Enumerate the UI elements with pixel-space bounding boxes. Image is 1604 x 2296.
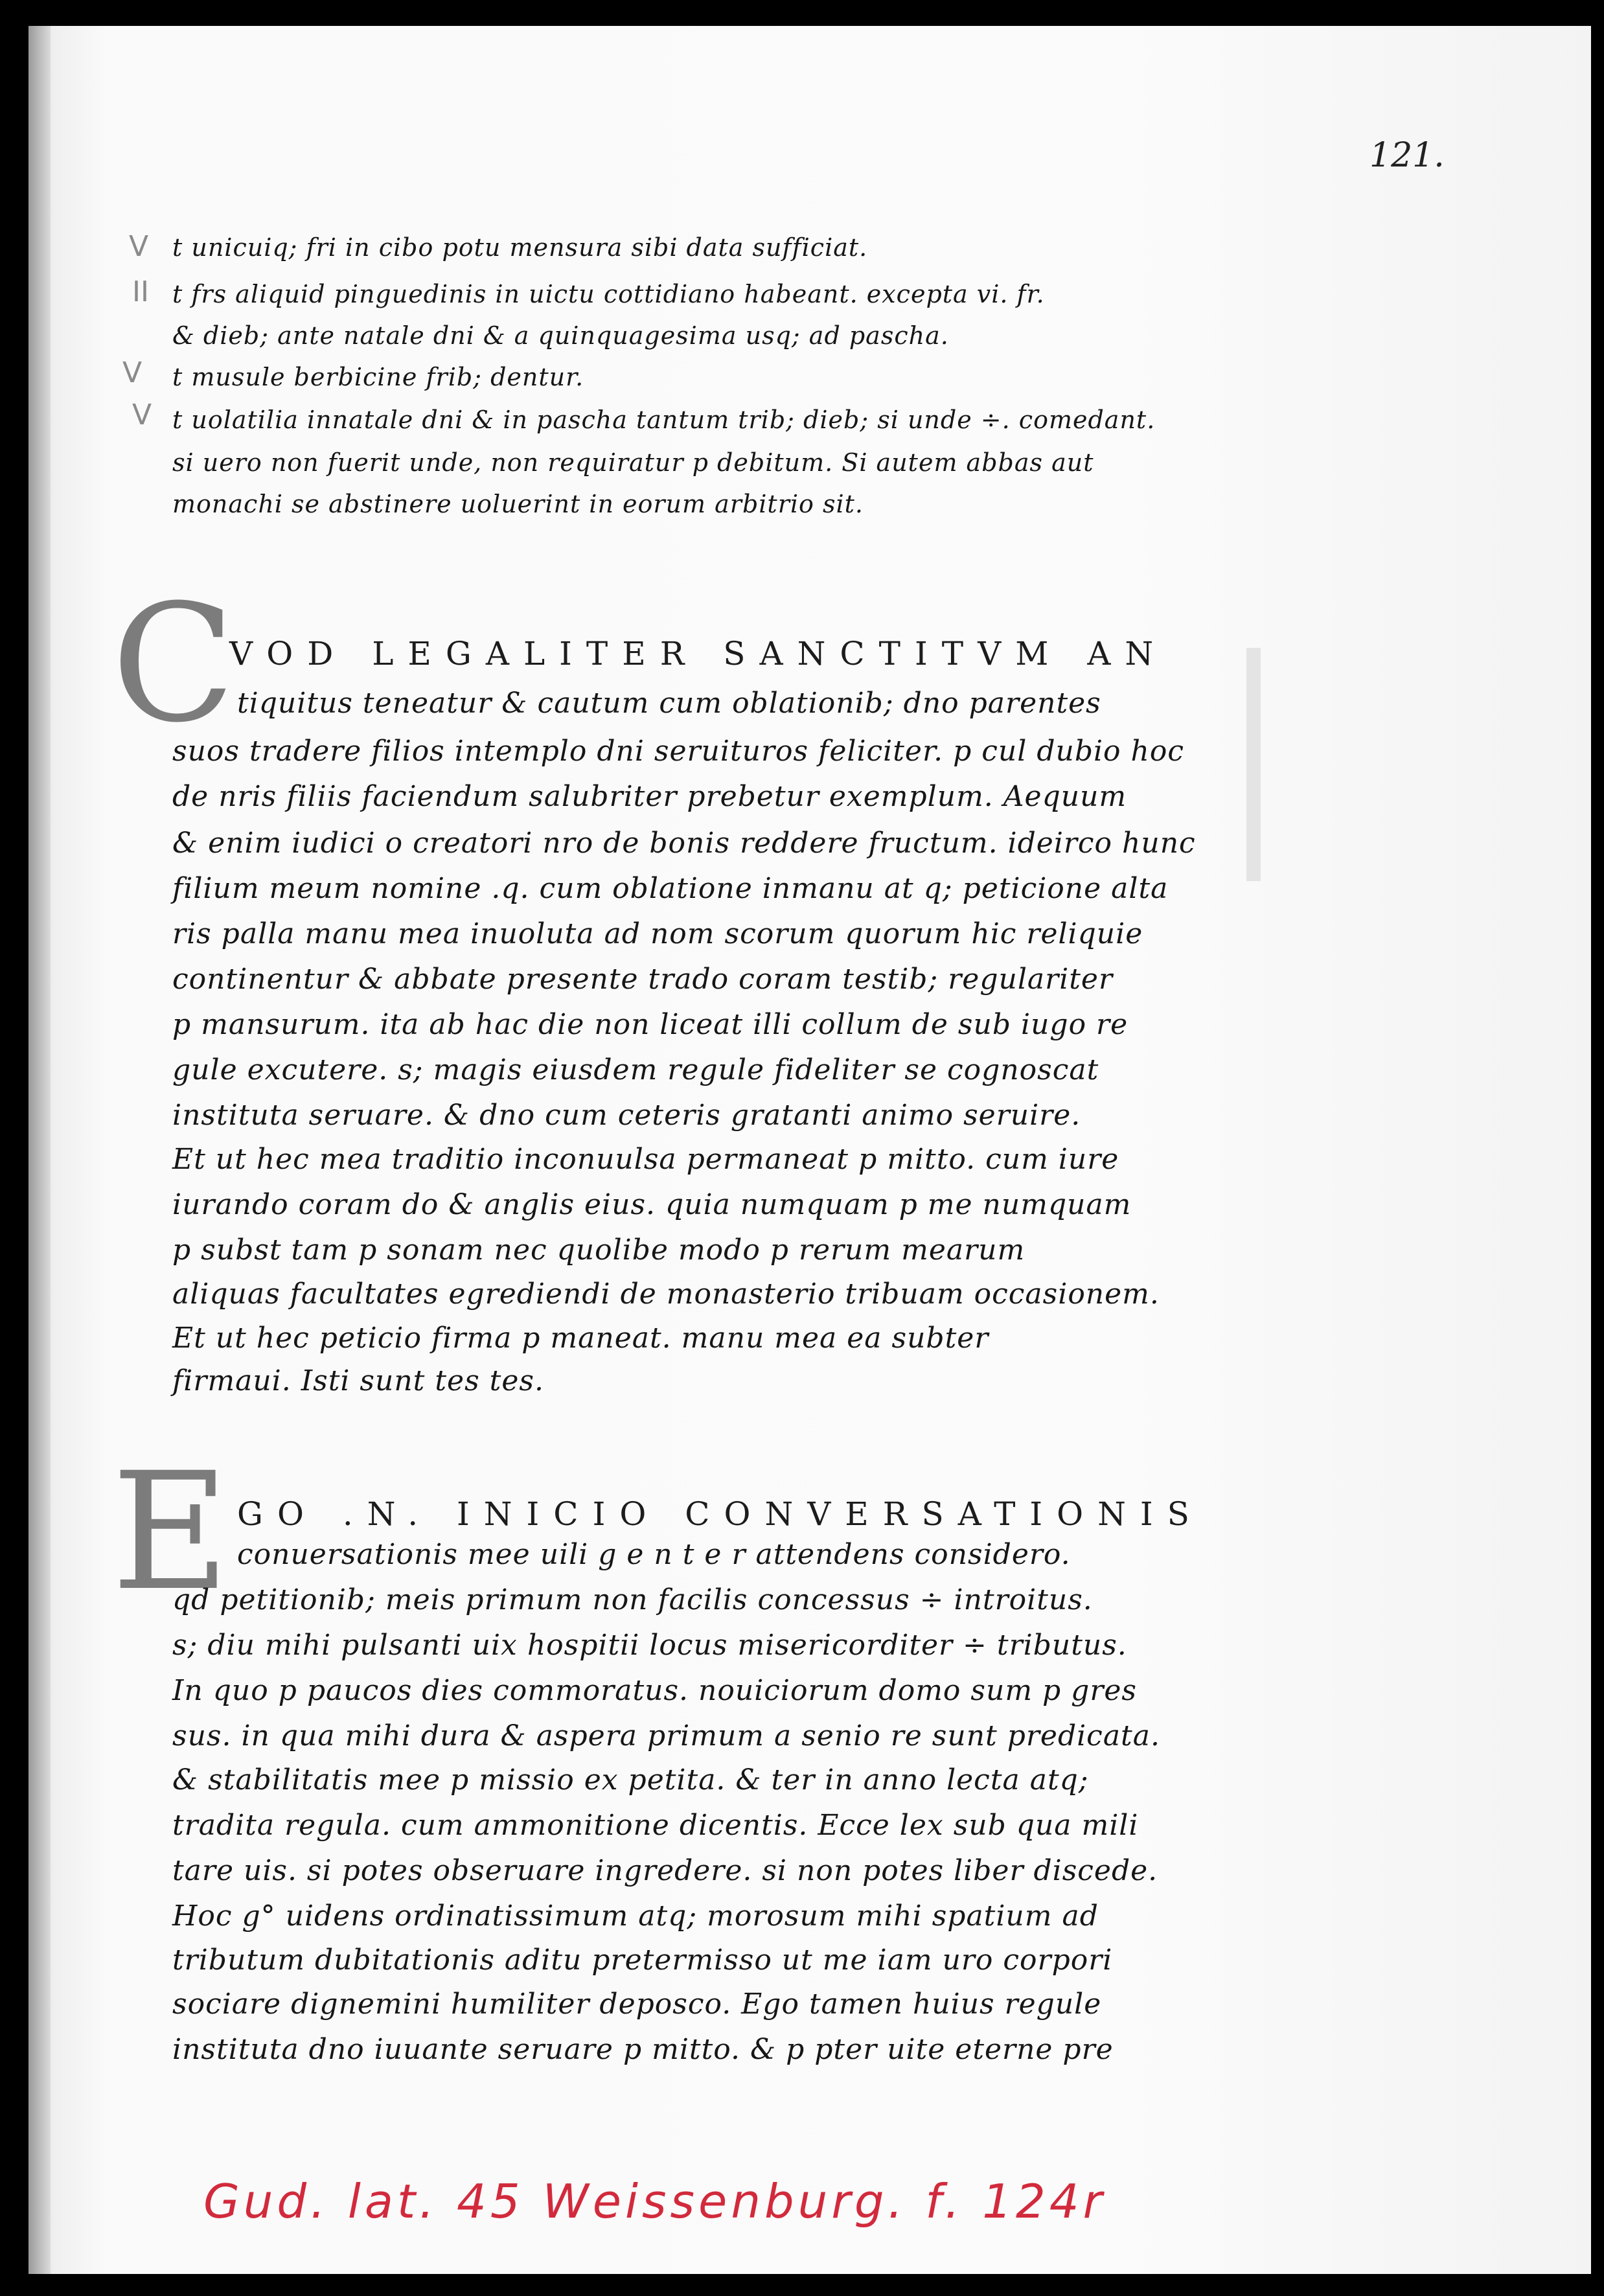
margin-marker: V	[122, 356, 143, 389]
binding-shadow	[29, 26, 51, 2274]
text-line: ris palla manu mea inuoluta ad nom scorum quorum hic reliquie	[172, 917, 1143, 950]
text-line: Hoc g° uidens ordinatissimum atq; morosum mihi spatium ad	[172, 1900, 1099, 1933]
text-line: & dieb; ante natale dni & a quinquagesima usq; ad pascha.	[172, 321, 949, 350]
text-line: monachi se abstinere uoluerint in eorum arbitrio sit.	[172, 490, 864, 518]
margin-marker: II	[132, 275, 149, 308]
text-line: de nris filiis faciendum salubriter prebetur exemplum. Aequum	[172, 780, 1127, 813]
show-through-mark	[1246, 648, 1261, 881]
decorated-initial: E	[111, 1438, 230, 1626]
decorated-initial: C	[111, 569, 236, 758]
text-line: tributum dubitationis aditu pretermisso ut me iam uro corpori	[172, 1944, 1113, 1977]
text-line: t musule berbicine frib; dentur.	[172, 363, 584, 391]
text-line: t unicuiq; fri in cibo potu mensura sibi data sufficiat.	[172, 233, 868, 262]
text-line: Et ut hec mea traditio inconuulsa permaneat p mitto. cum iure	[172, 1143, 1119, 1176]
text-line: si uero non fuerit unde, non requiratur p debitum. Si autem abbas aut	[172, 448, 1094, 477]
text-line: instituta dno iuuante seruare p mitto. & p pter uite eterne pre	[172, 2033, 1114, 2066]
text-line: & stabilitatis mee p missio ex petita. & ter in anno lecta atq;	[172, 1763, 1089, 1797]
text-line: tiquitus teneatur & cautum cum oblationib; dno parentes	[237, 687, 1101, 720]
text-line: p subst tam p sonam nec quolibe modo p rerum mearum	[172, 1234, 1025, 1267]
text-line: p mansurum. ita ab hac die non liceat illi collum de sub iugo re	[172, 1008, 1129, 1041]
text-line: sociare dignemini humiliter deposco. Ego tamen huius regule	[172, 1988, 1102, 2021]
photo-frame	[12, 12, 1592, 2284]
library-shelfmark-annotation: Gud. lat. 45 Weissenburg. f. 124r	[203, 2174, 1106, 2229]
text-line: conuersationis mee uili g e n t e r attendens considero.	[237, 1538, 1071, 1571]
section-heading: VOD LEGALITER SANCTITVM AN	[229, 635, 1168, 672]
folio-number: 121.	[1369, 136, 1445, 175]
text-line: qd petitionib; meis primum non facilis concessus ÷ introitus.	[172, 1583, 1093, 1616]
text-line: continentur & abbate presente trado coram testib; regulariter	[172, 963, 1114, 996]
manuscript-page	[29, 26, 1591, 2274]
text-line: tare uis. si potes obseruare ingredere. si non potes liber discede.	[172, 1854, 1158, 1887]
text-line: iurando coram do & anglis eius. quia numquam p me numquam	[172, 1188, 1132, 1221]
text-line: gule excutere. s; magis eiusdem regule fideliter se cognoscat	[172, 1053, 1099, 1086]
text-line: instituta seruare. & dno cum ceteris gratanti animo seruire.	[172, 1099, 1081, 1132]
text-line: t uolatilia innatale dni & in pascha tantum trib; dieb; si unde ÷. comedant.	[172, 406, 1156, 434]
text-line: Et ut hec peticio firma p maneat. manu mea ea subter	[172, 1322, 989, 1355]
section-heading: GO .N. INICIO CONVERSATIONIS	[237, 1495, 1204, 1533]
text-line: sus. in qua mihi dura & aspera primum a senio re sunt predicata.	[172, 1719, 1160, 1752]
text-line: s; diu mihi pulsanti uix hospitii locus misericorditer ÷ tributus.	[172, 1629, 1127, 1662]
text-line: filium meum nomine .q. cum oblatione inmanu at q; peticione alta	[172, 872, 1169, 905]
margin-marker: V	[132, 398, 152, 431]
text-line: firmaui. Isti sunt tes tes.	[172, 1364, 544, 1397]
text-line: tradita regula. cum ammonitione dicentis. Ecce lex sub qua mili	[172, 1809, 1139, 1842]
text-line: In quo p paucos dies commoratus. nouiciorum domo sum p gres	[172, 1674, 1137, 1707]
text-line: t frs aliquid pinguedinis in uictu cottidiano habeant. excepta vi. fr.	[172, 280, 1045, 308]
text-line: aliquas facultates egrediendi de monasterio tribuam occasionem.	[172, 1278, 1160, 1311]
margin-marker: V	[129, 230, 149, 263]
text-line: suos tradere filios intemplo dni seruituros feliciter. p cul dubio hoc	[172, 735, 1185, 768]
text-line: & enim iudici o creatori nro de bonis reddere fructum. ideirco hunc	[172, 827, 1196, 860]
